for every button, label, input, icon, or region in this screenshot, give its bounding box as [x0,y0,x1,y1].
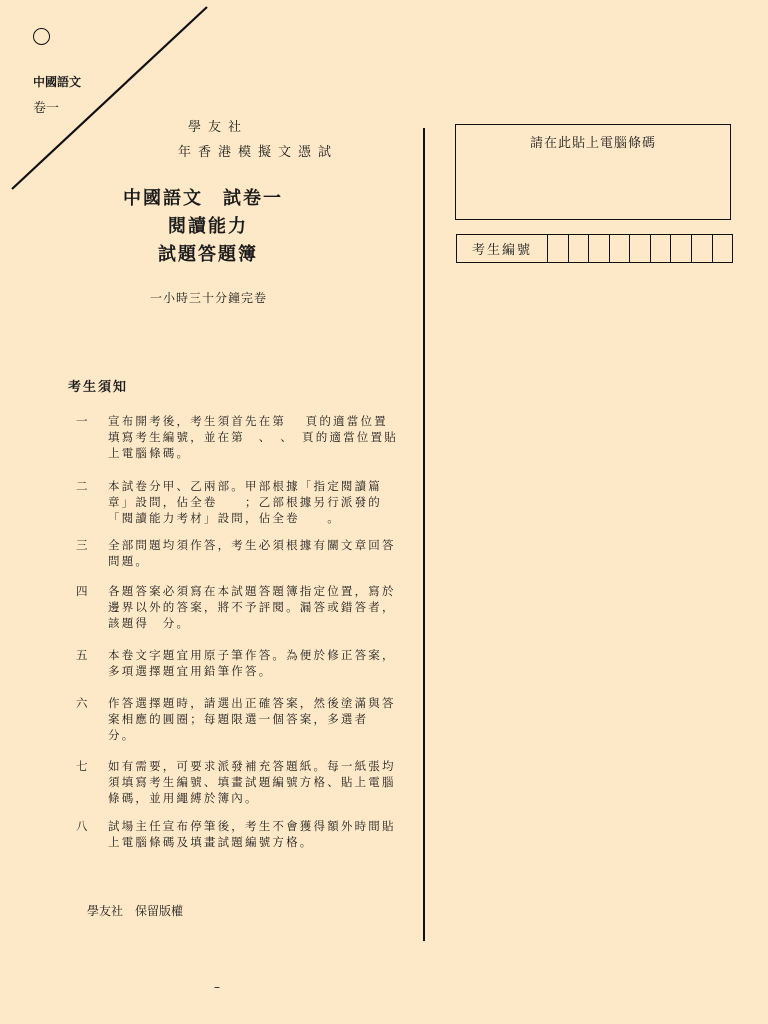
publisher-name: 學友社 [188,120,249,135]
candidate-number-cell[interactable] [692,235,713,262]
candidate-number-cell[interactable] [671,235,692,262]
page-footer-dash: – [214,980,220,994]
corner-paper-tag: 卷一 [33,101,60,116]
note-number: 五 [76,648,90,662]
notes-heading: 考生須知 [68,380,129,395]
note-text: 全部問題均須作答，考生必須根據有關文章回答問題。 [108,538,396,568]
note-text: 本試卷分甲、乙兩部。甲部根據「指定閱讀篇章」設問，佔全卷 ；乙部根據另行派發的「閱讀能力考材」設問，佔全卷 。 [108,479,382,525]
note-text: 宣布開考後，考生須首先在第 頁的適當位置填寫考生編號，並在第 、 、 頁的適當位置貼上電腦條碼。 [108,414,398,460]
candidate-number-label: 考生編號 [457,235,548,262]
paper-title-line-3: 試題答題簿 [158,244,258,265]
paper-title-line-1: 中國語文 試卷一 [123,188,283,209]
note-number: 二 [76,479,90,493]
corner-subject-tag: 中國語文 [33,75,82,89]
barcode-label: 請在此貼上電腦條碼 [529,136,656,151]
vertical-divider [423,128,425,941]
paper-title-line-2: 閱讀能力 [168,216,248,237]
candidate-number-box [456,234,733,263]
candidate-number-cell[interactable] [610,235,631,262]
note-number: 六 [76,696,90,710]
candidate-number-cell[interactable] [569,235,590,262]
note-text: 作答選擇題時，請選出正確答案，然後塗滿與答案相應的圓圈；每題限選一個答案，多選者 分。 [108,696,396,742]
exam-name: 年香港模擬文憑試 [178,145,339,160]
note-text: 試場主任宣布停筆後，考生不會獲得額外時間貼上電腦條碼及填畫試題編號方格。 [108,819,396,849]
note-number: 四 [76,584,90,598]
candidate-number-cell[interactable] [589,235,610,262]
note-number: 一 [76,414,90,428]
exam-duration: 一小時三十分鐘完卷 [150,291,268,305]
note-number: 八 [76,819,90,833]
note-text: 如有需要，可要求派發補充答題紙。每一紙張均須填寫考生編號、填畫試題編號方格、貼上電腦條碼，並用繩縛於簿內。 [108,759,396,805]
candidate-number-cell[interactable] [630,235,651,262]
note-number: 七 [76,759,90,773]
note-number: 三 [76,538,90,552]
copyright-notice: 學友社 保留版權 [87,904,184,918]
candidate-number-cell[interactable] [548,235,569,262]
candidate-number-cell[interactable] [713,235,733,262]
note-text: 本卷文字題宜用原子筆作答。為便於修正答案，多項選擇題宜用鉛筆作答。 [108,648,396,678]
candidate-number-cell[interactable] [651,235,672,262]
barcode-area[interactable] [455,124,731,220]
note-text: 各題答案必須寫在本試題答題簿指定位置，寫於邊界以外的答案，將不予評閱。漏答或錯答者，該題得 分。 [108,584,396,630]
